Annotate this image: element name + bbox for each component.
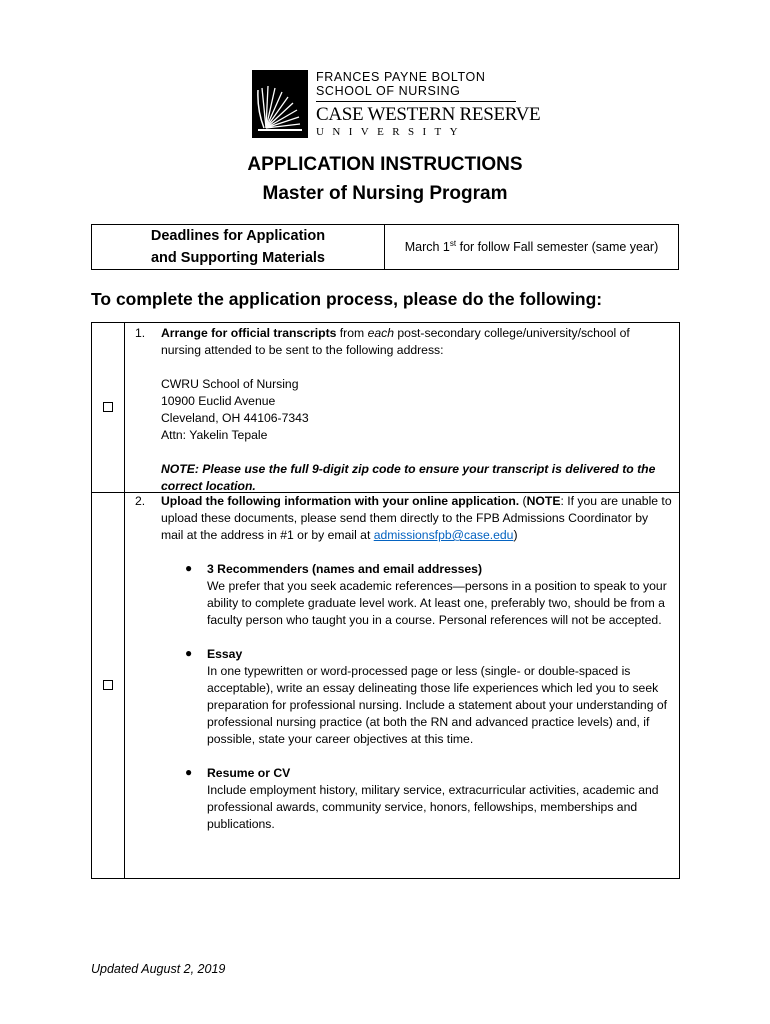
list-item: ● Essay In one typewritten or word-processed page or less (single- or double-spaced is acceptable), write an essay delineating those life experiences which led you to seek preparation for professional nursing. Include a statement about your understanding of professional nursing practice (at both the RN and advanced practice levels) and, if possible, state your career objectives at this time. bbox=[185, 646, 668, 746]
section-heading: To complete the application process, please do the following: bbox=[91, 289, 603, 309]
bullet-icon: ● bbox=[185, 561, 193, 575]
step1-checkbox[interactable] bbox=[103, 402, 113, 412]
admissions-email-link[interactable]: admissionsfpb@case.edu bbox=[373, 528, 514, 542]
logo-school-name: FRANCES PAYNE BOLTON bbox=[316, 70, 486, 84]
logo-divider bbox=[316, 101, 516, 102]
bullet-icon: ● bbox=[185, 646, 193, 660]
step1-content: 1. Arrange for official transcripts from each post-secondary college/university/school of nursing attended to be sent to the following address: CWRU School of Nursing 10900 Euclid Avenue Cleveland, OH 44106-7343 Attn: Yakelin Tepale NOTE: Please use the full 9-digit zip code to ensure your transcript is delivered to the correct location. bbox=[125, 323, 680, 493]
mailing-address: CWRU School of Nursing 10900 Euclid Avenue Cleveland, OH 44106-7343 Attn: Yakelin Tepale bbox=[161, 377, 309, 442]
logo-school-subname: SCHOOL OF NURSING bbox=[316, 84, 461, 98]
deadline-label: Deadlines for Application and Supporting Materials bbox=[92, 225, 385, 270]
steps-table bbox=[91, 322, 680, 879]
checkbox-cell bbox=[92, 323, 125, 493]
document-title: APPLICATION INSTRUCTIONS bbox=[247, 154, 523, 175]
step2-content: 2. Upload the following information with your online application. (NOTE: If you are unable to upload these documents, please send them directly to the FPB Admissions Coordinator by mail at the address in #1 or by email at admissionsfpb@case.edu) ● 3 Recommenders (names and email addresses) We prefer that you seek academic references—persons in a position to speak to your ability to complete graduate level work. At least one, preferably two, should be from a faculty person who taught you in a course. Personal references will not be accepted. ● Essay In one typewritten or word-processed page or less (single- or double-spaced is acceptable), write an essay delineating those life experiences which led you to seek preparation for professional nursing. Include a statement about your understanding of professional nursing practice (at both the RN and advanced practice levels) and, if possible, state your career objectives at this time. ● Resume or CV Include employment history, military service, extracurricular activities, academic and professional awards, community service, honors, fellowships, memberships and publications. bbox=[125, 493, 680, 879]
deadline-table bbox=[91, 224, 679, 270]
step-row-transcripts bbox=[92, 323, 680, 493]
sunburst-logo-icon bbox=[252, 70, 308, 138]
document-subtitle: Master of Nursing Program bbox=[262, 183, 508, 204]
school-logo bbox=[252, 70, 541, 138]
zip-code-note: NOTE: Please use the full 9-digit zip code to ensure your transcript is delivered to the correct location. bbox=[161, 462, 656, 493]
logo-university-word: UNIVERSITY bbox=[316, 126, 466, 138]
deadline-value: March 1st for follow Fall semester (same year) bbox=[385, 225, 679, 270]
updated-date: Updated August 2, 2019 bbox=[91, 962, 226, 976]
list-item: ● Resume or CV Include employment history, military service, extracurricular activities, academic and professional awards, community service, honors, fellowships, memberships and publications. bbox=[185, 765, 659, 831]
step2-checkbox[interactable] bbox=[103, 680, 113, 690]
logo-university-name: CASE WESTERN RESERVE bbox=[316, 104, 541, 125]
list-item: ● 3 Recommenders (names and email addresses) We prefer that you seek academic references—persons in a position to speak to your ability to complete graduate level work. At least one, preferably two, should be from a faculty person who taught you in a course. Personal references will not be accepted. bbox=[185, 561, 667, 627]
checkbox-cell bbox=[92, 493, 125, 879]
bullet-icon: ● bbox=[185, 765, 193, 779]
step-row-upload bbox=[92, 493, 680, 879]
